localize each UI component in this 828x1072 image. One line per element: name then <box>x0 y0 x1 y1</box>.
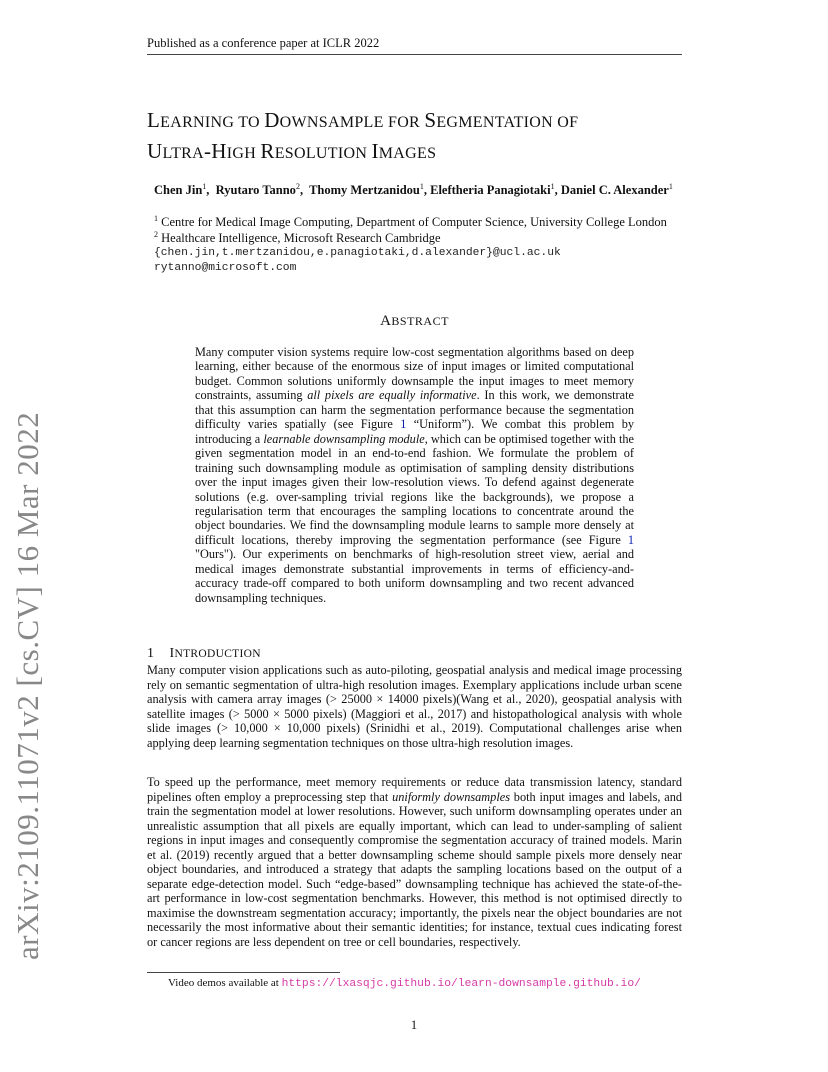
footnote-rule <box>147 972 340 973</box>
author-list: Chen Jin$^1$, Ryutaro Tanno$^2$, Thomy Mertzanidou$^1$, Eleftheria Panagiotaki$^1$, Daniel C. Alexander$^1$ <box>154 182 673 198</box>
title-line-2: ULTRA-HIGH RESOLUTION IMAGES <box>147 139 437 163</box>
email-line-1: {chen.jin,t.mertzanidou,e.panagiotaki,d.alexander}@ucl.ac.uk <box>154 247 561 259</box>
arxiv-stamp: arXiv:2109.11071v2 [cs.CV] 16 Mar 2022 <box>10 411 45 960</box>
email-line-2: rytanno@microsoft.com <box>154 262 297 274</box>
affiliation-1: $^1$ Centre for Medical Image Computing, Department of Computer Science, University College London <box>154 214 667 230</box>
figure-ref-link[interactable]: 1 <box>627 532 634 547</box>
affiliation-2: $^2$ Healthcare Intelligence, Microsoft Research Cambridge <box>154 230 441 246</box>
intro-paragraph-1: Many computer vision applications such as auto-piloting, geospatial analysis and medical image processing rely on semantic segmentation of ultra-high resolution images. Exemplary applications include urban scene analysis with camera array images (> 25000 × 14000 pixels)(Wang et al., 2020), geospatial analysis with satellite images (> 5000 × 5000 pixels) (Maggiori et al., 2017) and histopathological analysis with whole slide images (> 10,000 × 10,000 pixels) (Srinidhi et al., 2019). Computational challenges arise when applying deep learning segmentation techniques on those ultra-high resolution images. <box>147 663 682 750</box>
figure-ref-link[interactable]: 1 <box>400 417 407 432</box>
page-number: 1 <box>410 1018 418 1032</box>
title-line-1: LEARNING TO DOWNSAMPLE FOR SEGMENTATION OF <box>147 108 579 132</box>
running-header: Published as a conference paper at ICLR 2022 <box>147 36 682 55</box>
intro-paragraph-2: To speed up the performance, meet memory requirements or reduce data transmission latency, standard pipelines often employ a preprocessing step that uniformly downsamples both input images and labels, and train the segmentation model at lower resolutions. However, such uniform downsampling operates under an unrealistic assumption that all pixels are equally important, which can lead to under-sampling of salient regions in input images and consequently compromise the segmentation accuracy of trained models. Marin et al. (2019) recently argued that a better downsampling scheme should sample pixels more densely near object boundaries, and introduced a strategy that adapts the sampling locations based on the output of a separate edge-detection model. Such “edge-based” downsampling technique has achieved the state-of-the-art performance in low-cost segmentation benchmarks. However, this method is not optimised directly to maximise the downstream segmentation accuracy; importantly, the pixels near the object boundaries are not necessarily the most informative about their semantic identities; for instance, textual cues indicating forest or cancer regions are less dependent on tree or cell boundaries, respectively. <box>147 775 682 949</box>
abstract-body: Many computer vision systems require low-cost segmentation algorithms based on deep learning, either because of the enormous size of input images or limited computational budget. Common solutions uniformly downsample the input images to meet memory constraints, assuming all pixels are equally informative. In this work, we demonstrate that this assumption can harm the segmentation performance because the segmentation difficulty varies spatially (see Figure 1 “Uniform”). We combat this problem by introducing a learnable downsampling module, which can be optimised together with the given segmentation model in an end-to-end fashion. We formulate the problem of training such downsampling module as optimisation of sampling density distributions over the input images given their low-resolution views. To defend against degenerate solutions (e.g. over-sampling trivial regions like the backgrounds), we propose a regularisation term that encourages the sampling locations to concentrate around the object boundaries. We find the downsampling module learns to sample more densely at difficult locations, thereby improving the segmentation performance (see Figure 1 "Ours"). Our experiments on benchmarks of high-resolution street view, aerial and medical images demonstrate substantial improvements in terms of efficiency-and-accuracy trade-off compared to both uniform downsampling and two recent advanced downsampling techniques. <box>195 345 634 605</box>
paper-title <box>147 106 707 168</box>
section-heading-introduction: 1 INTRODUCTION <box>147 646 261 661</box>
footnote: Video demos available at https://lxasqjc.github.io/learn-downsample.github.io/ <box>168 977 641 990</box>
author: Chen Jin <box>154 183 203 198</box>
author: Thomy Mertzanidou <box>309 183 420 198</box>
demo-url-link[interactable]: https://lxasqjc.github.io/learn-downsample.github.io/ <box>281 978 641 990</box>
abstract-heading: ABSTRACT <box>380 313 449 329</box>
author: Daniel C. Alexander <box>560 183 669 198</box>
author: Ryutaro Tanno <box>215 183 296 198</box>
author: Eleftheria Panagiotaki <box>430 183 551 198</box>
